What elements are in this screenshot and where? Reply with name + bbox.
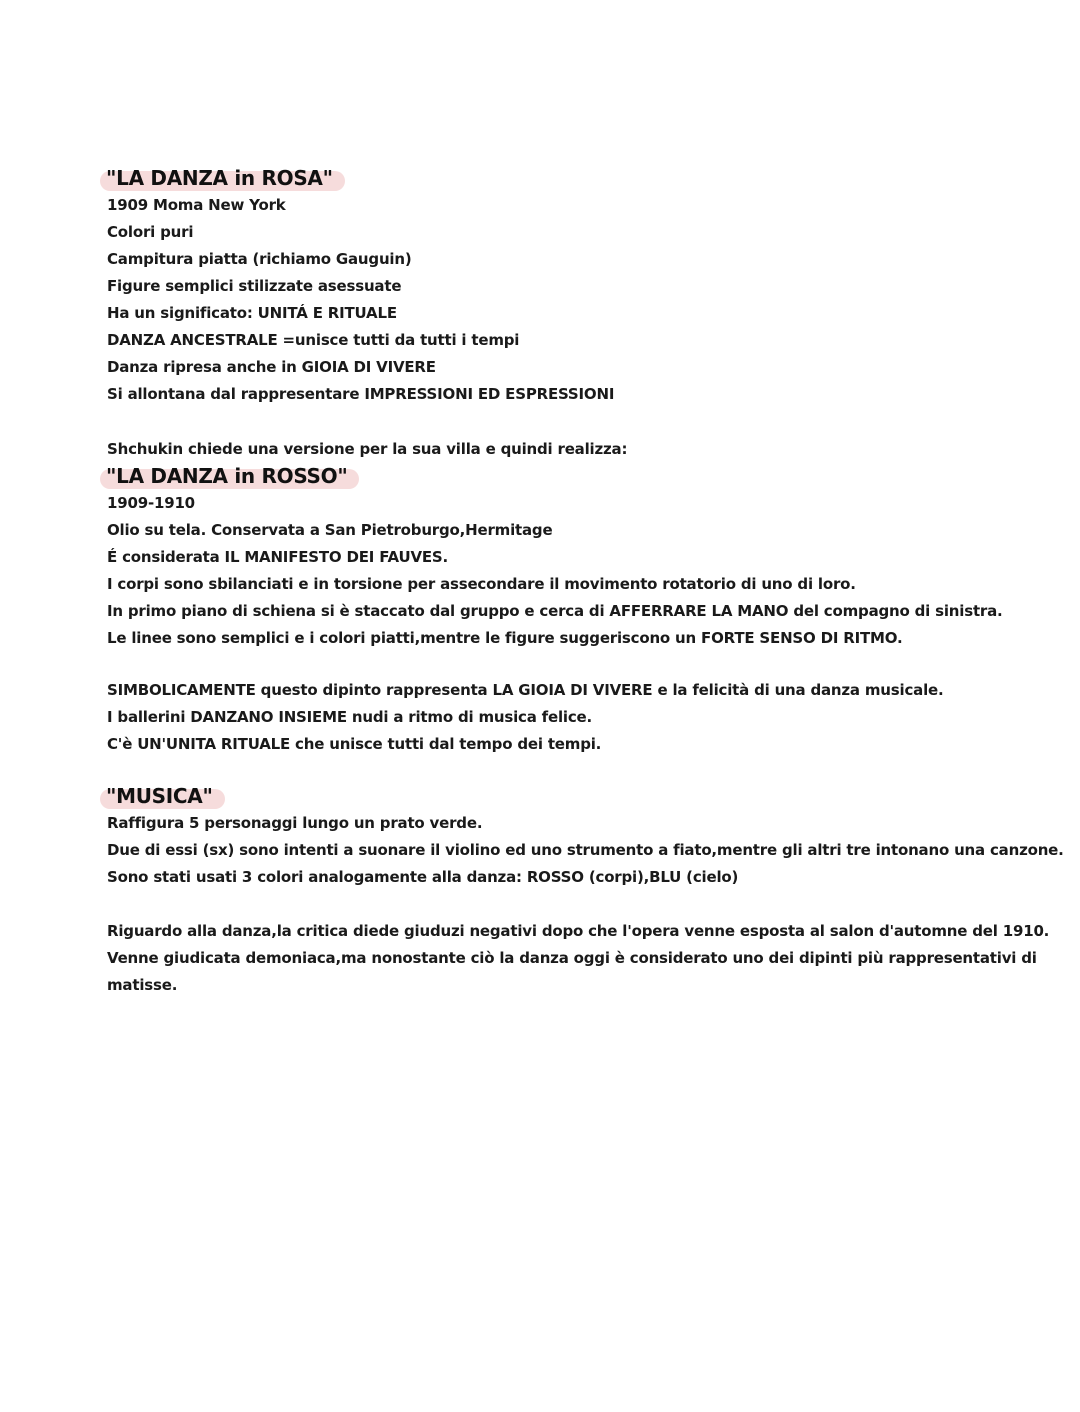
note-line: Colori puri [107,223,194,241]
note-line: 1909 Moma New York [107,196,286,214]
note-line: Sono stati usati 3 colori analogamente alla danza: ROSSO (corpi),BLU (cielo) [107,868,739,886]
section-musica [106,783,1064,891]
note-line: Raffigura 5 personaggi lungo un prato verde. [107,814,483,832]
section-symbolic [107,677,1007,758]
note-line: C'è UN'UNITA RITUALE che unisce tutti dal tempo dei tempi. [107,735,602,753]
section-title-danza-rosa: "LA DANZA in ROSA" [104,165,339,192]
section-title-musica: "MUSICA" [104,783,219,810]
note-line: Venne giudicata demoniaca,ma nonostante ciò la danza oggi è considerato uno dei dipinti più rappresentativi di [107,949,1037,967]
note-line: Si allontana dal rappresentare IMPRESSIONI ED ESPRESSIONI [107,385,615,403]
note-line: I corpi sono sbilanciati e in torsione per assecondare il movimento rotatorio di uno di loro. [107,575,856,593]
note-line: É considerata IL MANIFESTO DEI FAUVES. [107,548,449,566]
note-line: In primo piano di schiena si è staccato dal gruppo e cerca di AFFERRARE LA MANO del compagno di sinistra. [107,602,1003,620]
note-line: I ballerini DANZANO INSIEME nudi a ritmo di musica felice. [107,708,593,726]
note-line: DANZA ANCESTRALE =unisce tutti da tutti i tempi [107,331,520,349]
section-critique [107,918,1050,999]
note-line: Due di essi (sx) sono intenti a suonare il violino ed uno strumento a fiato,mentre gli altri tre intonano una canzone. [107,841,1064,859]
note-line: 1909-1910 [107,494,195,512]
section-title-danza-rosso: "LA DANZA in ROSSO" [104,463,353,490]
note-line: Olio su tela. Conservata a San Pietroburgo,Hermitage [107,521,553,539]
note-line: Danza ripresa anche in GIOIA DI VIVERE [107,358,436,376]
note-line: Ha un significato: UNITÁ E RITUALE [107,304,397,322]
note-line: Campitura piatta (richiamo Gauguin) [107,250,412,268]
note-line: Riguardo alla danza,la critica diede giuduzi negativi dopo che l'opera venne esposta al salon d'automne del 1910. [107,922,1050,940]
section-intro: Shchukin chiede una versione per la sua villa e quindi realizza: [107,440,628,458]
note-line: matisse. [107,976,178,994]
section-danza-rosso [107,436,1007,652]
note-line: Figure semplici stilizzate asessuate [107,277,402,295]
section-danza-rosa [107,165,1007,408]
note-line: SIMBOLICAMENTE questo dipinto rappresenta LA GIOIA DI VIVERE e la felicità di una danza musicale. [107,681,944,699]
note-line: Le linee sono semplici e i colori piatti,mentre le figure suggeriscono un FORTE SENSO DI RITMO. [107,629,903,647]
